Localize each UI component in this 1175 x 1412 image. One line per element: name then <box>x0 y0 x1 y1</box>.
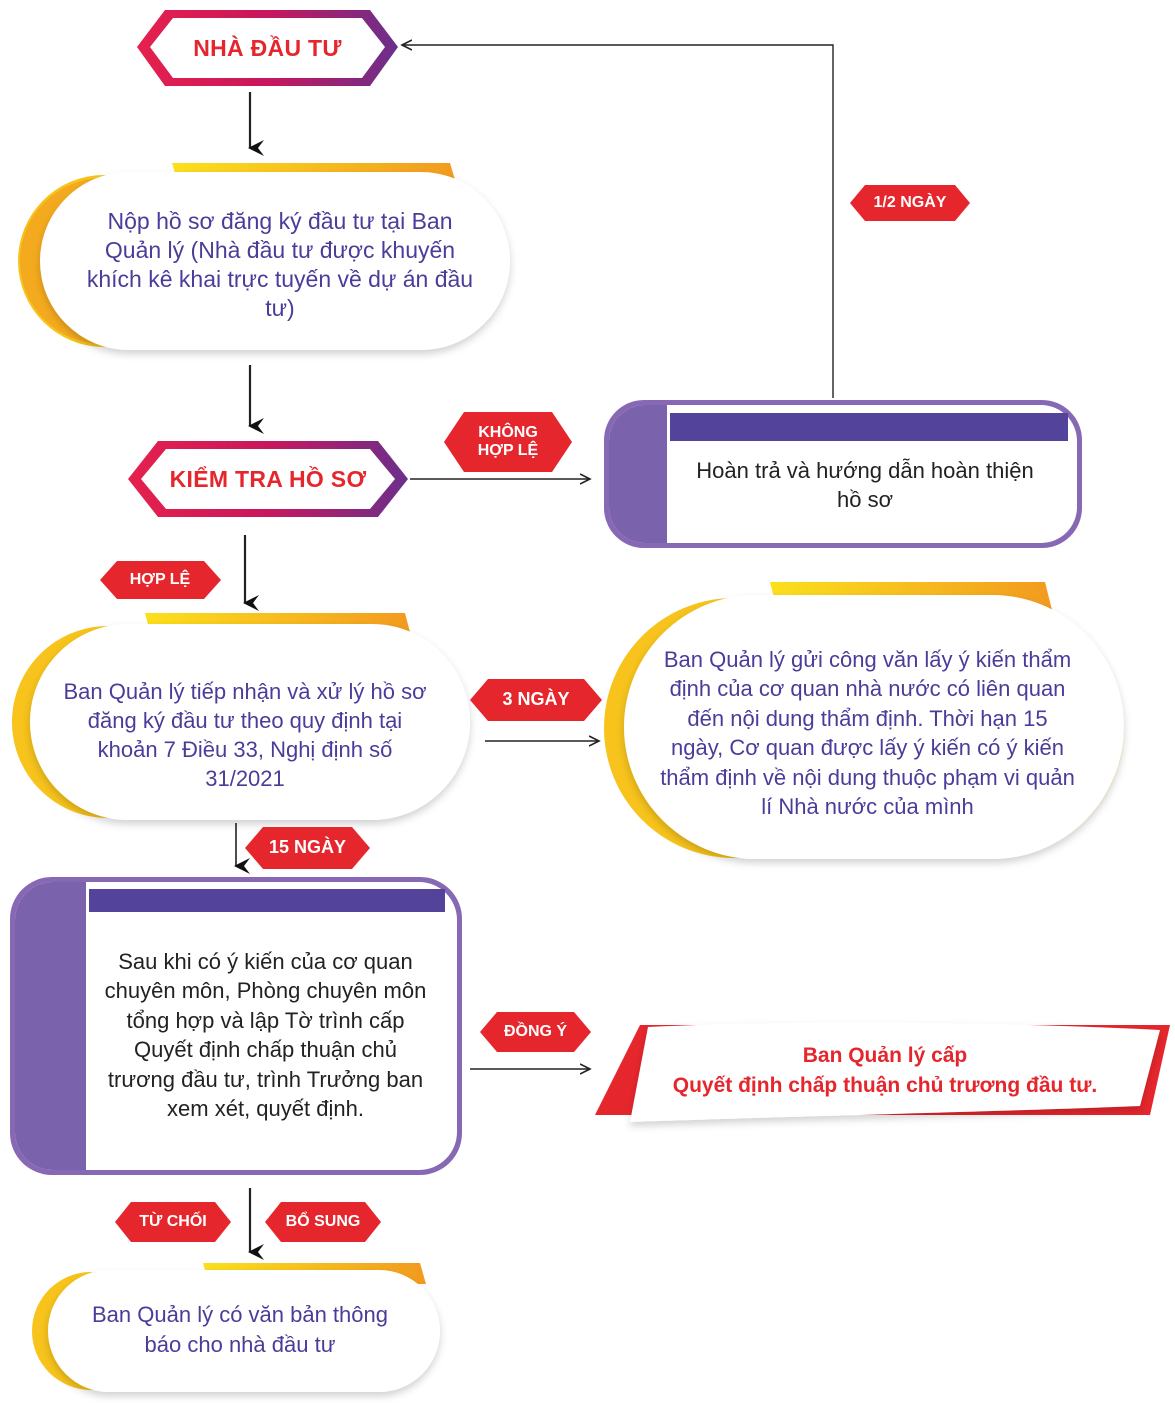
tag-half-day: 1/2 NGÀY <box>873 194 947 212</box>
notify-text: Ban Quản lý có văn bản thông báo cho nhà đầu tư <box>92 1302 388 1357</box>
tag-three-days: 3 NGÀY <box>502 689 570 710</box>
approve-line-2: Quyết định chấp thuận chủ trương đầu tư. <box>672 1074 1098 1097</box>
consult-text: Ban Quản lý gửi công văn lấy ý kiến thẩm định của cơ quan nhà nước có liên quan đến nội dung thẩm định. Thời hạn 15 ngày, Cơ quan được lấy ý kiến có ý kiến thẩm định về nội dung thuộc phạm vi quản lí Nhà nước của mình <box>660 646 1075 819</box>
check-label: KIỂM TRA HỒ SƠ <box>169 465 367 492</box>
tag-valid: HỢP LỆ <box>129 571 191 589</box>
submit-text: Nộp hồ sơ đăng ký đầu tư tại Ban Quản lý (Nhà đầu tư được khuyến khích kê khai trực tuyến về dự án đầu tư) <box>86 208 474 321</box>
tag-reject: TỪ CHỐI <box>139 1213 207 1231</box>
receive-text: Ban Quản lý tiếp nhận và xử lý hồ sơ đăng ký đầu tư theo quy định tại khoản 7 Điều 33, Nghị định số 31/2021 <box>63 679 427 791</box>
investor-label: NHÀ ĐẦU TƯ <box>193 34 342 61</box>
tag-fifteen-days: 15 NGÀY <box>268 837 347 858</box>
tag-agree: ĐỒNG Ý <box>503 1023 568 1041</box>
tag-invalid <box>452 412 564 472</box>
summarize-text: Sau khi có ý kiến của cơ quan chuyên môn, Phòng chuyên môn tổng hợp và lập Tờ trình cấp Quyết định chấp thuận chủ trương đầu tư, trình Trưởng ban xem xét, quyết định. <box>104 948 427 1121</box>
tag-invalid-line-2: HỢP LỆ <box>477 442 539 459</box>
approve-line-1: Ban Quản lý cấp <box>802 1044 968 1067</box>
approve-text <box>620 1040 1150 1102</box>
return-text: Hoàn trả và hướng dẫn hoàn thiện hồ sơ <box>696 458 1034 512</box>
tag-supplement: BỔ SUNG <box>285 1213 361 1231</box>
tag-invalid-line-1: KHÔNG <box>478 424 538 442</box>
